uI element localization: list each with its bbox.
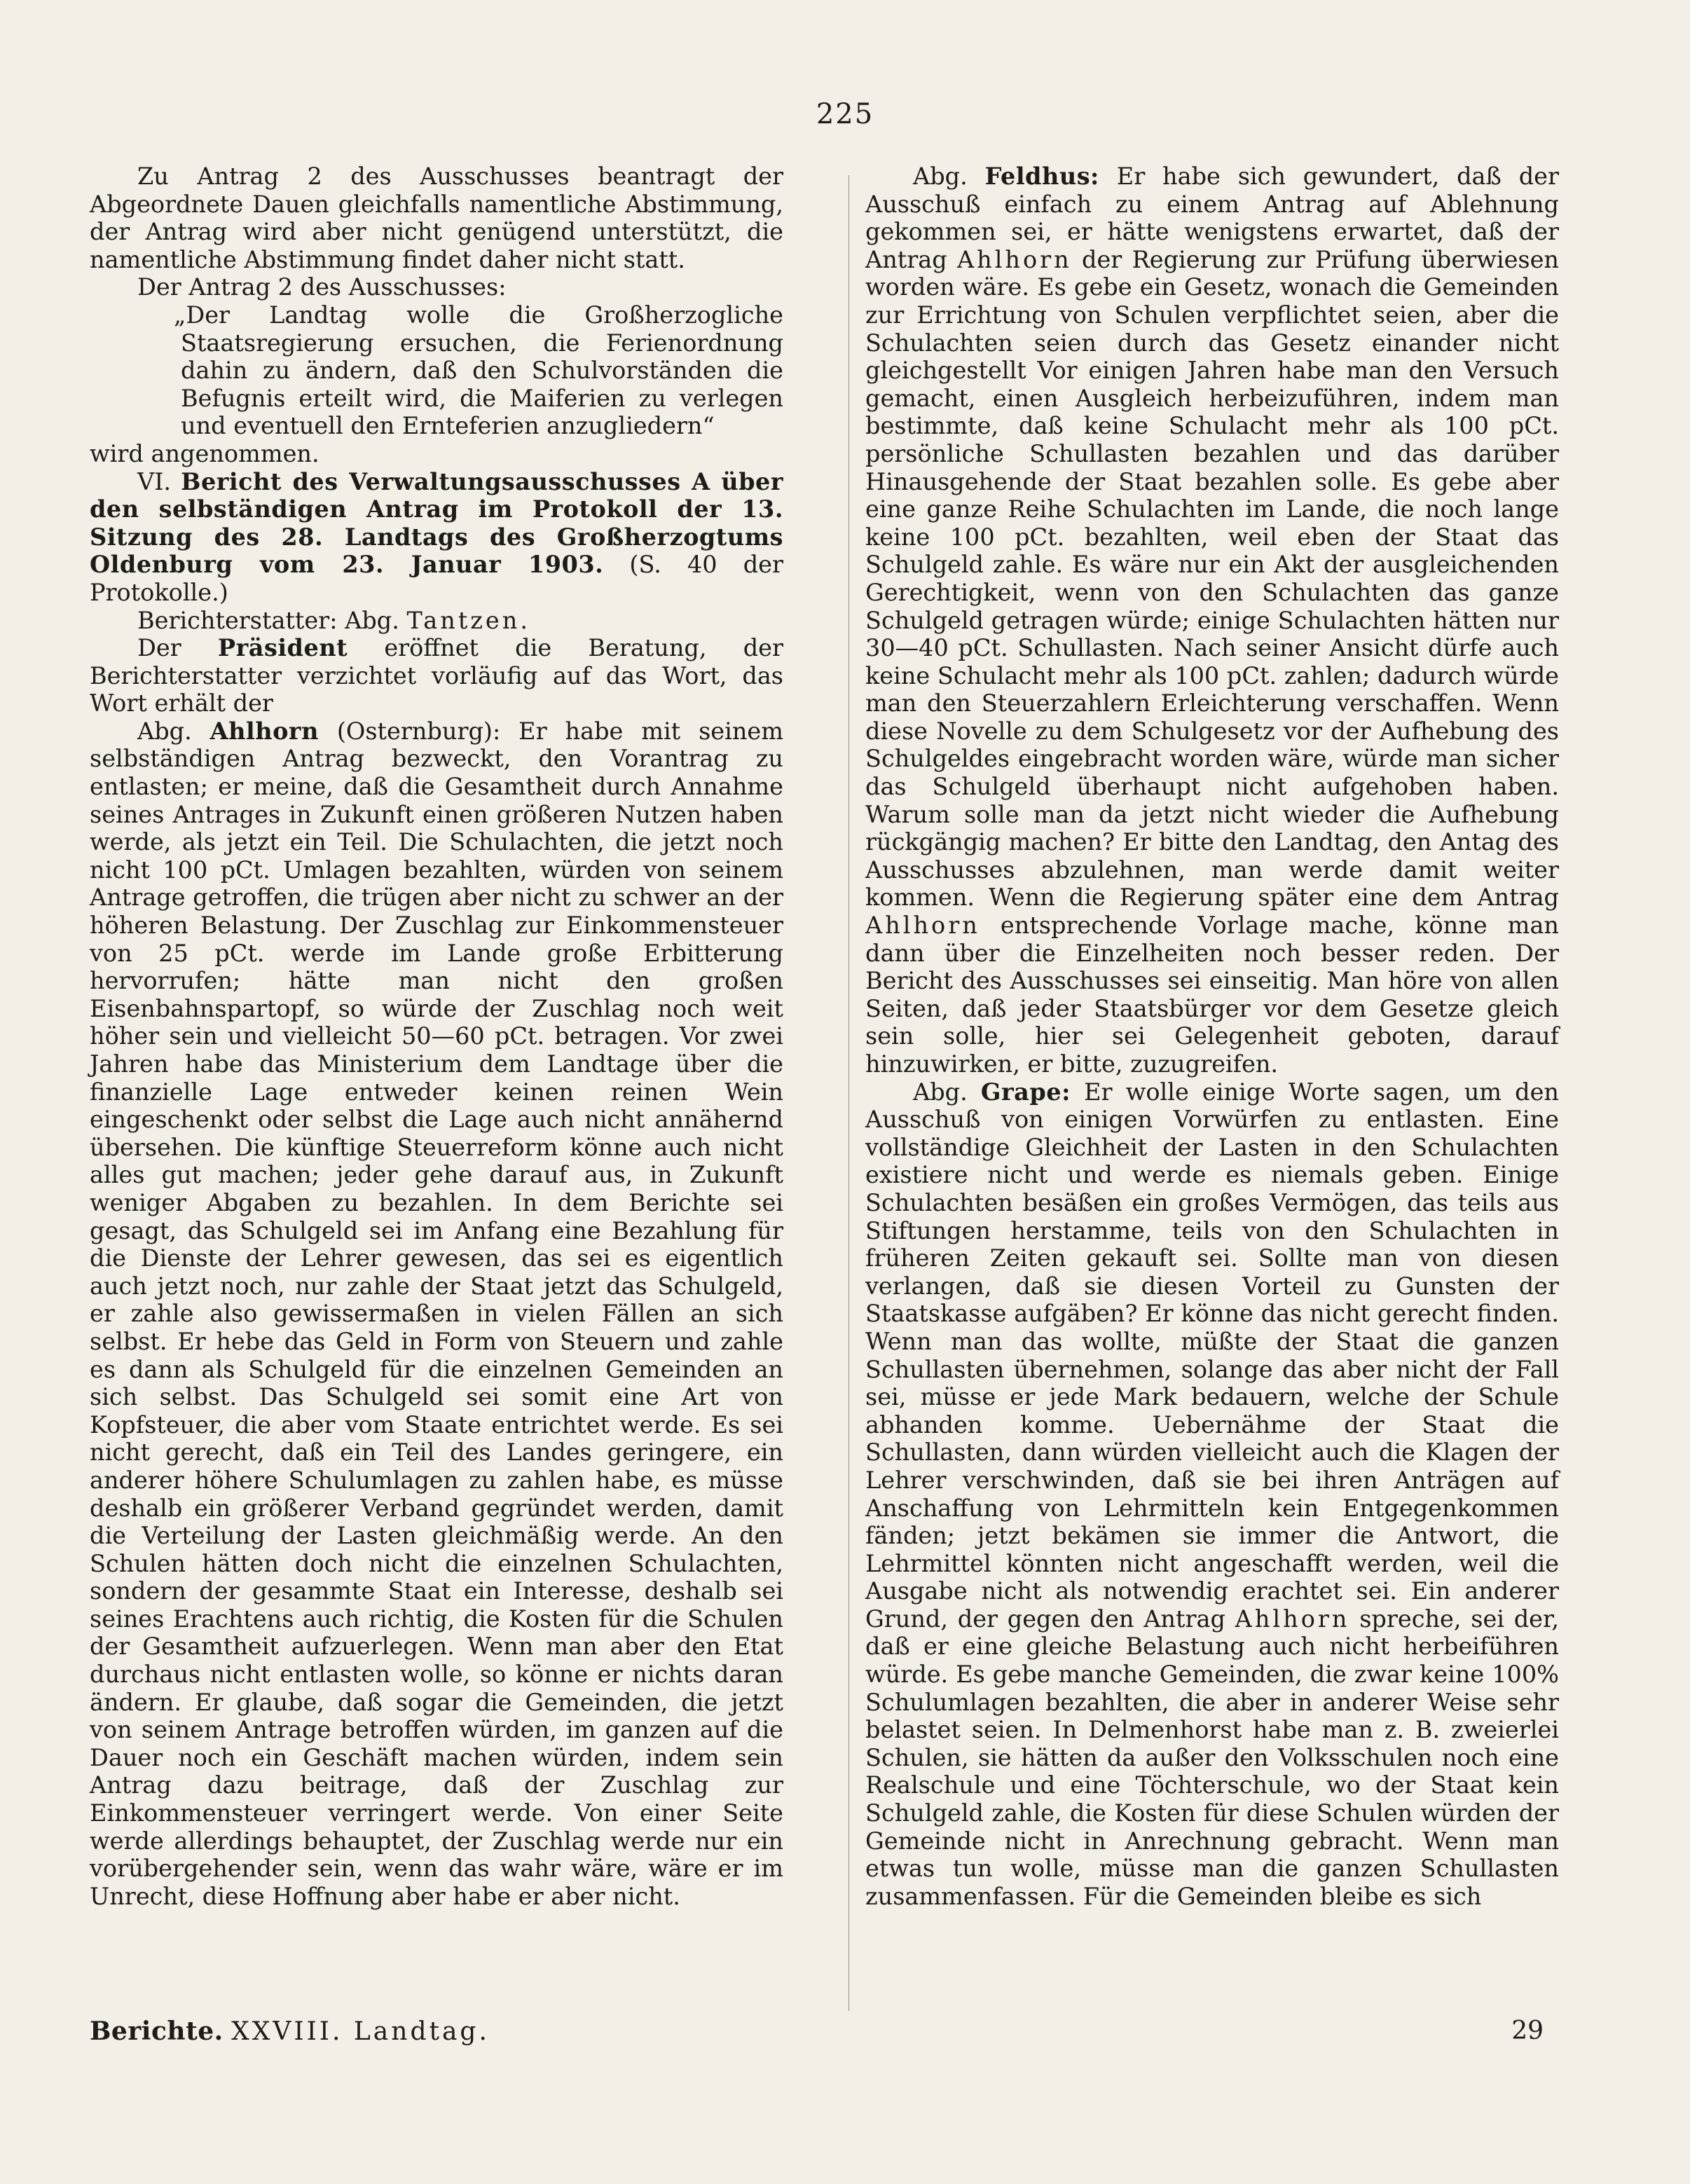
reporter-line bbox=[90, 607, 783, 635]
speaker-label: Abg. bbox=[913, 163, 968, 190]
heading-title: Bericht des Verwaltungsausschusses A über den selbständigen Antrag im Protokoll der 13. Sitzung des 28. Landtags des Großherzogtums Oldenburg vom 23. Januar 1903. bbox=[90, 467, 783, 579]
quoted-motion: „Der Landtag wolle die Großherzogliche Staatsregierung ersuchen, die Ferienordnung dahin zu ändern, daß den Schulvorständen die Befugnis erteilt wird, die Maiferien zu verlegen und eventuell den Ernteferien anzugliedern“ bbox=[174, 301, 783, 440]
reporter-label: Berichterstatter: Abg. bbox=[137, 606, 399, 634]
page-footer bbox=[90, 2017, 1551, 2046]
text: eröffnet die Beratung, der Berichterstatter verzichtet vorläufig auf das Wort, das Wort erhält der bbox=[90, 634, 783, 717]
speaker-label: Abg. bbox=[137, 717, 192, 745]
speech-paragraph bbox=[865, 163, 1559, 1078]
page-number: 225 bbox=[816, 98, 874, 130]
right-column bbox=[865, 163, 1559, 1910]
signature-number: 29 bbox=[1511, 2017, 1544, 2045]
paragraph bbox=[90, 634, 783, 717]
speech-text: der Regierung zur Prüfung überwiesen worden wäre. Es gebe ein Gesetz, wonach die Gemeinden zur Errichtung von Schulen verpflichtet seien, aber die Schulachten seien durch das Gesetz einander nicht gleichgestellt Vor einigen Jahren habe man den Versuch gemacht, einen Ausgleich herbeizuführen, indem man bestimmte, daß keine Schulacht mehr als 100 pCt. persönliche Schullasten bezahlen und das darüber Hinausgehende der Staat bezahlen solle. Es gebe aber eine ganze Reihe Schulachten im Lande, die noch lange keine 100 pCt. bezahlten, weil eben der Staat das Schulgeld zahle. Es wäre nur ein Akt der ausgleichenden Gerechtigkeit, wenn von den Schulachten das ganze Schulgeld getragen würde; einige Schulachten hätten nur 30—40 pCt. Schullasten. Nach seiner Ansicht dürfe auch keine Schulacht mehr als 100 pCt. zahlen; dadurch würde man den Steuerzahlern Erleichterung verschaffen. Wenn diese Novelle zu dem Schulgesetz vor der Aufhebung des Schulgeldes eingebracht worden wäre, würde man sicher das Schulgeld überhaupt nicht aufgehoben haben. Warum solle man da jetzt nicht wieder die Aufhebung rückgängig machen? Er bitte den Landtag, den Antag des Ausschusses abzulehnen, man werde damit weiter kommen. Wenn die Regierung später eine dem Antrag bbox=[865, 245, 1559, 912]
speaker-name: Grape: bbox=[980, 1078, 1071, 1106]
left-column bbox=[90, 163, 783, 1910]
speech-text: Er wolle einige Worte sagen, um den Ausschuß von einigen Vorwürfen zu entlasten. Eine vollständige Gleichheit der Lasten in den Schulachten existiere nicht und werde es niemals geben. Einige Schulachten besäßen ein großes Vermögen, das teils aus Stiftungen herstamme, teils von den Schulachten in früheren Zeiten gekauft sei. Sollte man von diesen verlangen, daß sie diesen Vorteil zu Gunsten der Staatskasse aufgäben? Er könne das nicht gerecht finden. Wenn man das wollte, müßte der Staat die ganzen Schullasten übernehmen, solange das aber nicht der Fall sei, müsse er jede Mark bedauern, welche der Schule abhanden komme. Uebernähme der Staat die Schullasten, dann würden vielleicht auch die Klagen der Lehrer verschwinden, daß sie bei ihren Anträgen auf Anschaffung von Lehrmitteln kein Entgegenkommen fänden; jetzt bekämen sie immer die Antwort, die Lehrmittel könnten nicht angeschafft werden, weil die Ausgabe nicht als notwendig erachtet sei. Ein anderer Grund, der gegen den Antrag bbox=[865, 1078, 1560, 1633]
speech-paragraph bbox=[90, 717, 783, 1911]
speech-paragraph bbox=[865, 1078, 1559, 1911]
footer-volume: XXVIII. Landtag. bbox=[231, 2017, 490, 2046]
name-reference: Ahlhorn bbox=[956, 245, 1072, 273]
speaker-name: Präsident bbox=[217, 634, 348, 662]
paragraph: wird angenommen. bbox=[90, 439, 320, 467]
speaker-name: Ahlhorn bbox=[209, 717, 319, 745]
paragraph: Zu Antrag 2 des Ausschusses beantragt der Abgeordnete Dauen gleichfalls namentliche Abstimmung, der Antrag wird aber nicht genügend unterstützt, die namentliche Abstimmung findet daher nicht statt. bbox=[90, 163, 783, 273]
text: Der bbox=[137, 634, 181, 662]
speech-text: Er habe sich gewundert, daß der Ausschuß einfach zu einem Antrag auf Ablehnung gekommen sei, er hätte wenigstens erwartet, daß der Antrag bbox=[865, 163, 1559, 273]
speaker-label: Abg. bbox=[913, 1078, 968, 1106]
footer-series: Berichte. bbox=[90, 2017, 224, 2046]
paragraph: Der Antrag 2 des Ausschusses: bbox=[137, 273, 507, 301]
speech-text: (Osternburg): Er habe mit seinem selbständigen Antrag bezweckt, den Vorantrag zu entlasten; er meine, daß die Gesamtheit durch Annahme seines Antrages in Zukunft einen größeren Nutzen haben werde, als jetzt ein Teil. Die Schulachten, die jetzt noch nicht 100 pCt. Umlagen bezahlten, würden von seinem Antrage getroffen, die trügen aber nicht zu schwer an der höheren Belastung. Der Zuschlag zur Einkommensteuer von 25 pCt. werde im Lande große Erbitterung hervorrufen; hätte man nicht den großen Eisenbahnspartopf, so würde der Zuschlag noch weit höher sein und vielleicht 50—60 pCt. betragen. Vor zwei Jahren habe das Ministerium dem Landtage über die finanzielle Lage entweder keinen reinen Wein eingeschenkt oder selbst die Lage auch nicht annähernd übersehen. Die künftige Steuerreform könne auch nicht alles gut machen; jeder gehe darauf aus, in Zukunft weniger Abgaben zu bezahlen. In dem Berichte sei gesagt, das Schulgeld sei im Anfang eine Bezahlung für die Dienste der Lehrer gewesen, das sei es eigentlich auch jetzt noch, nur zahle der Staat jetzt das Schulgeld, er zahle also gewissermaßen in vielen Fällen an sich selbst. Er hebe das Geld in Form von Steuern und zahle es dann als Schulgeld für die einzelnen Gemeinden an sich selbst. Das Schulgeld sei somit eine Art von Kopfsteuer, die aber vom Staate entrichtet werde. Es sei nicht gerecht, daß ein Teil des Landes geringere, ein anderer höhere Schulumlagen zu zahlen habe, es müsse deshalb ein größerer Verband gegründet werden, damit die Verteilung der Lasten gleichmäßig werde. An den Schulen hätten doch nicht die einzelnen Schulachten, sondern der gesammte Staat ein Interesse, deshalb sei seines Erachtens auch richtig, die Kosten für die Schulen der Gesamtheit aufzuerlegen. Wenn man aber den Etat durchaus nicht entlasten wolle, so könne er nichts daran ändern. Er glaube, daß sogar die Gemeinden, die jetzt von seinem Antrage betroffen würden, im ganzen auf die Dauer noch ein Geschäft machen würden, indem sein Antrag dazu beitrage, daß der Zuschlag zur Einkommensteuer verringert werde. Von einer Seite werde allerdings behauptet, der Zuschlag werde nur ein vorübergehender sein, wenn das wahr wäre, wäre er im Unrecht, diese Hoffnung aber habe er aber nicht. bbox=[90, 717, 783, 1910]
speech-text: spreche, sei der, daß er eine gleiche Belastung auch nicht herbeiführen würde. Es gebe manche Gemeinden, die zwar keine 100% Schulumlagen bezahlten, die aber in anderer Weise sehr belastet seien. In Delmenhorst habe man z. B. zweierlei Schulen, sie hätten da außer den Volksschulen noch eine Realschule und eine Töchterschule, wo der Staat kein Schulgeld zahle, die Kosten für diese Schulen würden der Gemeinde nicht in Anrechnung gebracht. Wenn man etwas tun wolle, müsse man die ganzen Schullasten zusammenfassen. Für die Gemeinden bleibe es sich bbox=[865, 1605, 1559, 1910]
heading-number: VI. bbox=[137, 467, 172, 495]
section-heading bbox=[90, 468, 783, 607]
reporter-name: Tantzen. bbox=[406, 606, 530, 634]
name-reference: Ahlhorn bbox=[1235, 1605, 1350, 1633]
name-reference: Ahlhorn bbox=[865, 912, 980, 940]
heading-reference: (S. 40 der Protokolle.) bbox=[90, 551, 783, 606]
speaker-name: Feldhus: bbox=[984, 163, 1099, 190]
speech-text: entsprechende Vorlage mache, könne man dann über die Einzelheiten noch besser reden. Der Bericht des Ausschusses sei einseitig. Man höre von allen Seiten, daß jeder Staatsbürger vor dem Gesetze gleich sein solle, hier sei Gelegenheit geboten, darauf hinzuwirken, er bitte, zuzugreifen. bbox=[865, 912, 1559, 1078]
